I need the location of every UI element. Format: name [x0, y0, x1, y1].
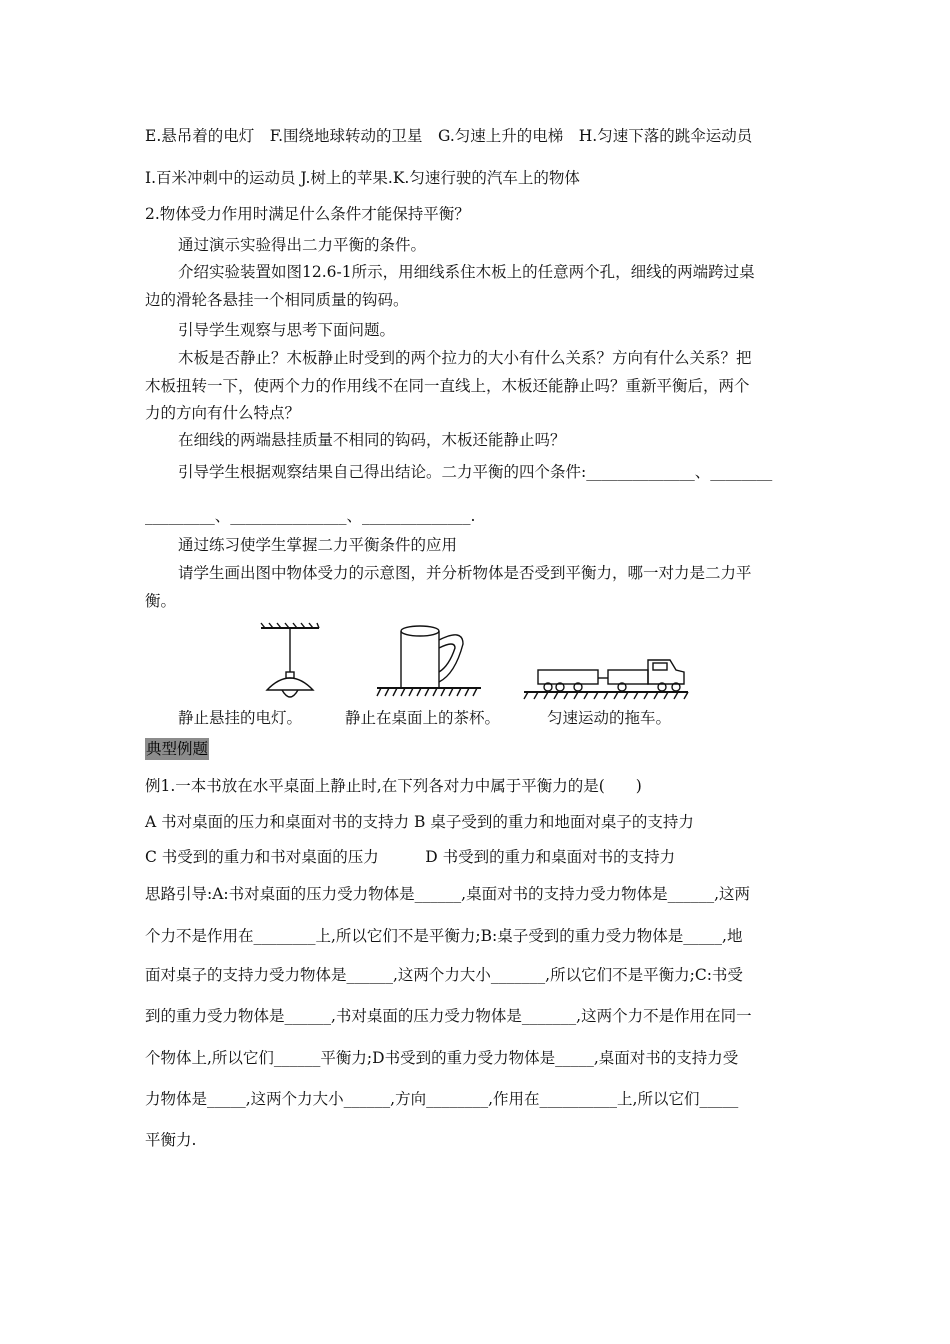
guide-line-7: 平衡力.: [145, 1131, 197, 1149]
line-1: E.悬吊着的电灯 F.围绕地球转动的卫星 G.匀速上升的电梯 H.匀速下落的跳伞运动员: [145, 127, 753, 145]
option-a-b: A 书对桌面的压力和桌面对书的支持力 B 桌子受到的重力和地面对桌子的支持力: [145, 813, 694, 831]
line-5: 介绍实验装置如图12.6-1所示，用细线系住木板上的任意两个孔，细线的两端跨过桌: [178, 263, 755, 281]
line-14: 通过练习使学生掌握二力平衡条件的应用: [178, 536, 458, 554]
line-6: 边的滑轮各悬挂一个相同质量的钩码。: [145, 291, 409, 309]
line-11: 在细线的两端悬挂质量不相同的钩码，木板还能静止吗？: [178, 431, 566, 449]
guide-line-4: 到的重力受力物体是______,书对桌面的压力受力物体是_______,这两个力不是作用在同一: [145, 1007, 752, 1025]
caption-lamp: 静止悬挂的电灯。: [178, 709, 303, 727]
guide-line-2: 个力不是作用在________上,所以它们不是平衡力;B:桌子受到的重力受力物体是_____,地: [145, 927, 743, 945]
section-title: [145, 742, 209, 758]
caption-truck: 匀速运动的拖车。: [547, 709, 672, 727]
line-9: 木板扭转一下，使两个力的作用线不在同一直线上，木板还能静止吗？重新平衡后，两个: [145, 377, 750, 395]
line-8: 木板是否静止？木板静止时受到的两个拉力的大小有什么关系？方向有什么关系？把: [178, 349, 752, 367]
line-15: 请学生画出图中物体受力的示意图，并分析物体是否受到平衡力，哪一对力是二力平: [178, 564, 752, 582]
teacup-figure: [375, 622, 485, 702]
hanging-lamp-figure: [255, 622, 325, 707]
guide-line-5: 个物体上,所以它们______平衡力;D书受到的重力受力物体是_____,桌面对书的支持力受: [145, 1049, 739, 1067]
tow-truck-figure: [520, 652, 690, 702]
line-3: 2.物体受力作用时满足什么条件才能保持平衡？: [145, 205, 470, 223]
guide-line-3: 面对桌子的支持力受力物体是______,这两个力大小_______,所以它们不是平衡力;C:书受: [145, 966, 743, 984]
line-10: 力的方向有什么特点？: [145, 404, 301, 422]
line-7: 引导学生观察与思考下面问题。: [178, 321, 396, 339]
example-question: 例1.一本书放在水平桌面上静止时,在下列各对力中属于平衡力的是( ): [145, 777, 642, 795]
option-c-d: C 书受到的重力和书对桌面的压力 D 书受到的重力和桌面对书的支持力: [145, 848, 676, 866]
caption-cup: 静止在桌面上的茶杯。: [345, 709, 501, 727]
line-13: _________、_______________、______________.: [145, 507, 476, 525]
line-2: I.百米冲刺中的运动员 J.树上的苹果.K.匀速行驶的汽车上的物体: [145, 169, 580, 187]
guide-line-1: 思路引导:A:书对桌面的压力受力物体是______,桌面对书的支持力受力物体是______,这两: [145, 885, 750, 903]
guide-line-6: 力物体是_____,这两个力大小______,方向________,作用在__________上,所以它们_____: [145, 1090, 739, 1108]
line-4: 通过演示实验得出二力平衡的条件。: [178, 236, 427, 254]
line-12: 引导学生根据观察结果自己得出结论。二力平衡的四个条件:______________、________: [178, 463, 773, 481]
line-16: 衡。: [145, 592, 177, 610]
section-title-text: 典型例题: [146, 740, 209, 758]
